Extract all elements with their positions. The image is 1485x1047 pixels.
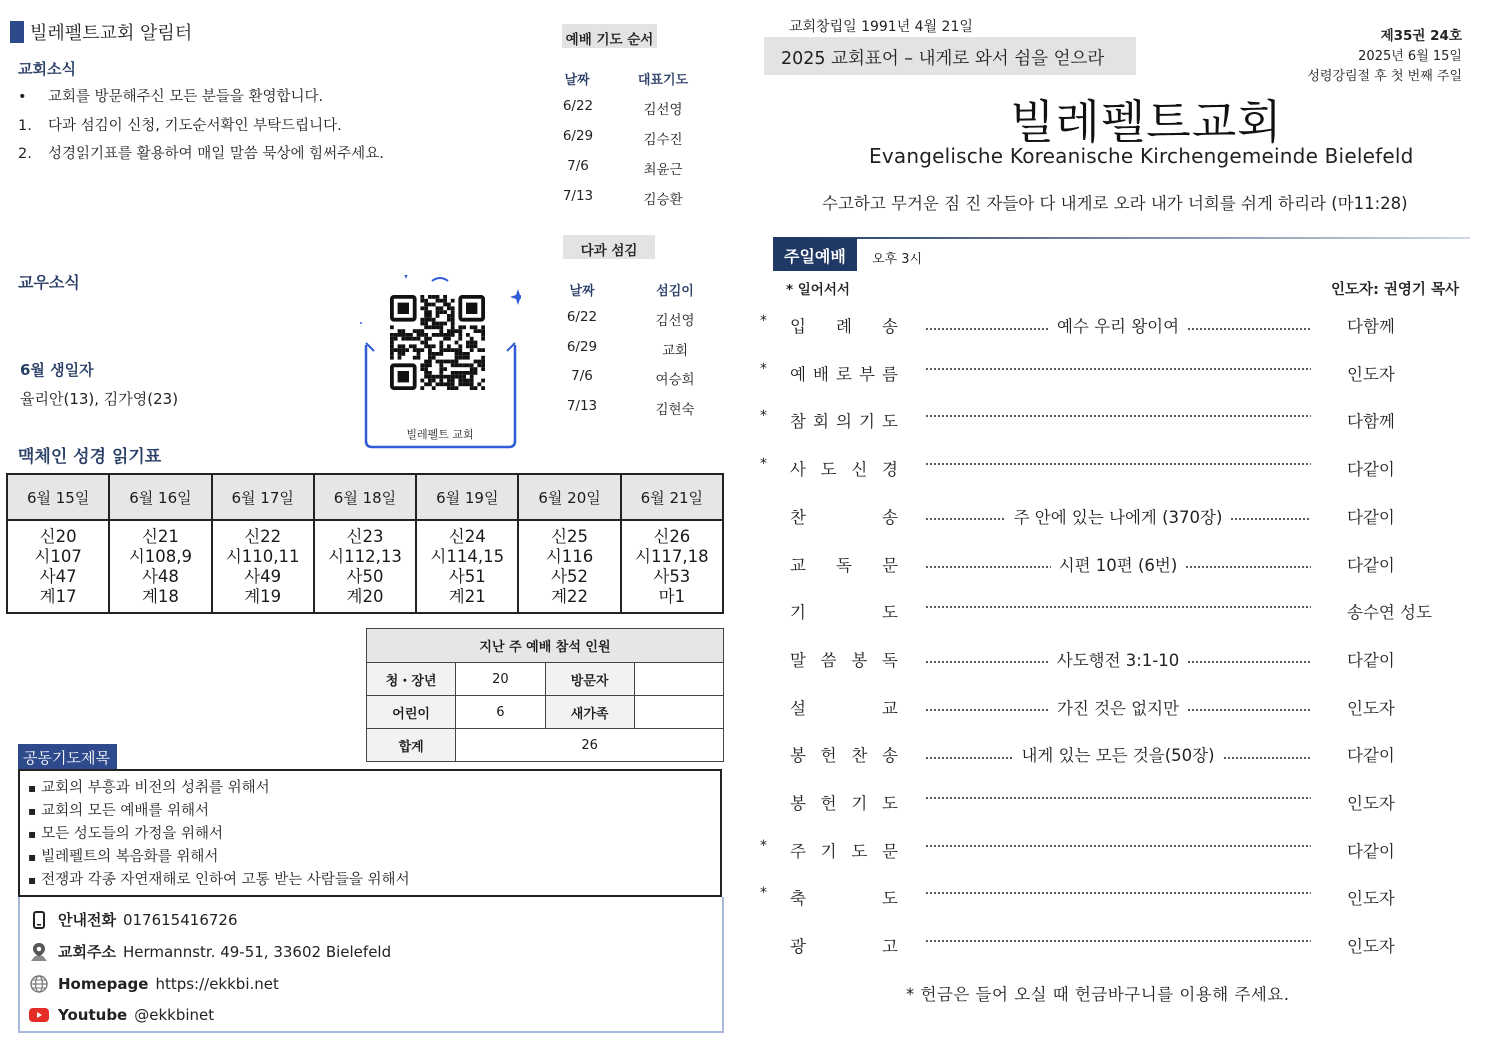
dot-fill [925,368,1311,370]
dot-fill [925,518,1006,520]
reading-passage: 시112,13 [328,547,402,566]
reading-day-header: 6월 18일 [314,474,416,520]
reading-passage: 계19 [244,587,282,606]
dot-fill [925,463,1311,465]
order-item-char: 예 [790,364,806,384]
order-item-char: 례 [836,317,852,336]
order-item-detail: 내게 있는 모든 것을(50장) [1021,746,1215,766]
dot-leader [925,885,1311,894]
qr-caption: 빌레펠트 교회 [406,428,474,441]
worship-divider [773,237,1470,239]
contact-phone-row[interactable] [28,909,238,930]
order-item-char: 송 [882,746,898,766]
order-item-name [790,742,898,766]
reading-passage: 시116 [545,547,594,566]
dot-leader [925,552,1311,576]
refreshment-name: 교회 [661,342,689,359]
dot-fill [1187,709,1311,711]
bulletin-title: 빌레펠트교회 알림터 [30,23,193,44]
dot-leader [925,313,1311,337]
order-item [760,885,1460,909]
attendance-total-label: 합계 [367,729,456,762]
issue-date: 2025년 6월 15일 [1358,49,1462,64]
order-item-char: 기 [790,603,806,623]
standing-marker: * [760,313,767,329]
globe-icon [28,974,50,994]
order-item [760,838,1460,862]
prayer-order-date: 6/22 [562,98,594,114]
dot-fill [925,709,1049,711]
prayer-order-date: 7/6 [567,158,589,174]
order-item-char: 도 [851,841,868,861]
order-item [760,552,1460,576]
order-item-char: 기 [859,412,875,432]
location-pin-icon [28,942,50,962]
reading-day-header: 6월 17일 [212,474,314,520]
dot-leader [925,504,1311,528]
order-item-char: 경 [882,460,898,480]
order-item-performer: 다함께 [1347,317,1395,336]
reading-day-cell [212,520,314,613]
bible-verse: 수고하고 무거운 짐 진 자들아 다 내게로 오라 내가 너희를 쉬게 하리라 (마11:28) [822,194,1408,213]
refreshment-name: 김선영 [655,313,695,329]
order-item-char: 송 [882,317,898,336]
phone-icon [28,910,50,930]
reading-passage: 시108,9 [128,547,193,566]
order-item-char: 입 [790,317,806,336]
standing-marker: * [760,837,767,854]
order-item-char: 부 [859,364,875,384]
birthday-names: 율리안(13), 김가영(23) [20,390,179,408]
church-name-german: Evangelische Koreanische Kirchengemeinde Bielefeld [869,144,1414,168]
reading-day-header: 6월 19일 [416,474,518,520]
reading-passage: 신26 [653,527,691,546]
prayer-topic-item: ▪ 전쟁과 각종 자연재해로 인하여 고통 받는 사람들을 위해서 [28,869,720,892]
order-item-char: 고 [882,937,898,957]
reading-passage: 시117,18 [635,547,709,566]
contact-address-value: Hermannstr. 49-51, 33602 Bielefeld [122,942,392,961]
refreshment-date: 6/22 [566,309,598,325]
order-item-performer: 다같이 [1347,746,1395,766]
order-item-char: 기 [820,841,837,861]
offering-note: * 헌금은 들어 오실 때 헌금바구니를 이용해 주세요. [906,985,1290,1004]
dot-leader [925,838,1311,847]
reading-passage: 신24 [448,527,486,546]
prayer-order-person-header: 대표기도 [637,73,689,88]
prayer-order-date-header: 날짜 [564,73,590,88]
order-item-char: 독 [836,555,852,575]
dot-fill [925,566,1051,568]
reading-passage: 사49 [244,567,282,586]
order-item-name [790,885,898,909]
prayer-topic-item: ▪ 모든 성도들의 가정을 위해서 [28,823,720,846]
dot-leader [925,647,1311,671]
order-item-char: 회 [813,412,829,432]
dot-leader [925,361,1311,370]
order-item-name [790,790,898,814]
attendance-kids-label: 어린이 [367,696,456,729]
dot-fill [1223,757,1311,759]
order-item-performer: 인도자 [1347,794,1395,813]
reading-day-header: 6월 20일 [518,474,620,520]
prayer-order-date: 7/13 [562,188,594,204]
worship-time: 오후 3시 [872,252,923,267]
order-item-detail: 가진 것은 없지만 [1056,698,1180,718]
order-item-char: 신 [851,460,868,480]
order-item-char: 광 [790,937,806,957]
order-item [760,790,1460,814]
contact-phone-label: 안내전화 [58,911,116,929]
prayer-order-title: 예배 기도 순서 [562,24,657,48]
standing-marker: * [760,360,767,377]
prayer-order-name: 최윤근 [643,162,683,178]
order-item [760,313,1460,337]
order-item-char: 찬 [851,746,868,766]
qr-code-frame[interactable] [360,275,521,451]
contact-homepage-label: Homepage [58,975,149,993]
reading-plan-table [6,473,724,614]
prayer-topic-item: ▪ 교회의 모든 예배를 위해서 [28,800,720,823]
order-item [760,695,1460,719]
reading-passage: 계22 [551,587,589,606]
reading-day-header: 6월 16일 [109,474,211,520]
contact-box [18,897,724,1033]
issue-volume: 제35권 24호 [1380,28,1462,44]
order-item-char: 름 [882,364,898,384]
order-item-performer: 다함께 [1347,412,1395,432]
dot-leader [925,790,1311,799]
attendance-newfamily-value [634,696,723,729]
order-item-name [790,647,898,671]
reading-passage: 시114,15 [430,547,505,566]
reading-passage: 계18 [141,587,179,606]
reading-passage: 시110,11 [225,547,300,566]
contact-homepage-row[interactable] [28,974,279,994]
contact-address-row [28,941,391,962]
order-item [760,456,1460,480]
attendance-kids-value: 6 [456,696,545,729]
dot-fill [925,797,1311,799]
order-item-performer: 다같이 [1347,841,1395,861]
attendance-youth-label: 청・장년 [367,663,456,696]
order-item-detail: 사도행전 3:1-10 [1056,650,1180,670]
refreshment-date: 7/13 [566,398,598,415]
news-item: • 교회를 방문해주신 모든 분들을 환영합니다. [18,89,324,105]
reading-passage: 마1 [658,587,686,606]
common-prayer-list [28,777,720,892]
refreshment-title: 다과 섬김 [563,235,655,259]
reading-passage: 계20 [346,587,384,606]
refreshment-date-header: 날짜 [569,284,595,299]
order-item-name [790,695,898,719]
order-item-char: 주 [790,841,806,861]
reading-plan-title: 맥체인 성경 읽기표 [18,447,162,467]
order-item-char: 말 [790,650,806,670]
brand-bar [10,21,24,43]
worship-leader: 인도자: 권영기 목사 [1331,282,1459,298]
attendance-visitor-label: 방문자 [545,663,634,696]
dot-fill [925,940,1311,942]
standing-marker: * [760,885,767,902]
reading-passage: 사47 [39,567,77,586]
order-item-char: 도 [882,412,898,432]
refreshment-person-header: 섬김이 [656,284,694,299]
reading-passage: 신20 [39,527,77,546]
order-item-char: 기 [851,794,868,813]
contact-youtube-handle[interactable]: @ekkbinet [134,1006,215,1024]
attendance-youth-value: 20 [456,663,545,696]
order-item-char: 도 [882,794,898,813]
order-item-name [790,361,898,385]
order-item [760,599,1460,623]
contact-homepage-link[interactable]: https://ekkbi.net [155,975,279,993]
order-item-char: 설 [790,698,806,718]
dot-fill [1187,661,1311,663]
order-item-performer: 인도자 [1347,937,1395,957]
order-item-performer: 다같이 [1347,555,1395,575]
dot-fill [1185,566,1311,568]
order-item-char: 교 [790,555,806,575]
stand-note: * 일어서서 [786,282,850,298]
order-item [760,504,1460,528]
common-prayer-box [18,769,722,897]
order-item-detail: 주 안에 있는 나에게 (370장) [1013,507,1223,527]
reading-day-cell [518,520,620,613]
reading-day-cell [416,520,518,613]
standing-marker: * [760,408,767,425]
prayer-order-date: 6/29 [562,128,594,144]
birthday-heading: 6월 생일자 [20,361,94,379]
order-item-char: 배 [813,364,829,384]
prayer-topic-item: ▪ 빌레펠트의 복음화를 위해서 [28,846,720,869]
order-item-name [790,599,898,623]
order-item-char: 찬 [790,507,806,527]
order-item-performer: 인도자 [1347,889,1395,909]
founding-date: 교회창립일 1991년 4월 21일 [789,19,973,35]
order-item-char: 씀 [820,650,837,670]
order-item-performer: 인도자 [1347,364,1395,384]
dot-fill [925,606,1311,608]
reading-day-cell [7,520,109,613]
order-item-char: 교 [882,698,898,718]
prayer-topic-item: ▪ 교회의 부흥과 비전의 성취를 위해서 [28,777,720,800]
prayer-order-name: 김선영 [643,102,683,118]
order-item-name [790,933,898,957]
attendance-table [366,628,724,762]
order-item-char: 참 [790,412,806,432]
reading-passage: 사52 [551,567,589,586]
order-item [760,647,1460,671]
contact-youtube-row[interactable] [28,1005,214,1025]
dot-fill [925,661,1049,663]
dot-fill [925,757,1013,759]
reading-day-cell [109,520,211,613]
reading-passage: 사51 [448,567,486,586]
dot-fill [925,415,1311,417]
order-item-char: 도 [882,603,898,623]
contact-phone-value[interactable]: 017615416726 [122,910,238,929]
reading-day-cell [621,520,723,613]
reading-passage: 사48 [141,567,179,586]
order-item-name [790,456,898,480]
order-item-detail: 예수 우리 왕이여 [1056,317,1180,336]
contact-youtube-label: Youtube [58,1006,128,1024]
dot-leader [925,933,1311,942]
refreshment-name: 여승희 [655,372,695,389]
attendance-total-value: 26 [456,729,724,762]
refreshment-date: 6/29 [566,338,598,355]
prayer-order-name: 김승환 [643,192,683,208]
liturgical-season: 성령강림절 후 첫 번째 주일 [1307,69,1462,84]
youtube-icon [28,1005,50,1025]
prayer-order-name: 김수진 [643,132,683,148]
order-item-char: 봉 [790,794,806,813]
dot-leader [925,408,1311,417]
church-news-heading: 교회소식 [18,60,76,78]
dot-fill [1187,328,1311,330]
order-item-char: 사 [790,460,806,480]
order-item-name [790,504,898,528]
order-item-char: 독 [882,650,898,670]
order-item-char: 도 [820,460,837,480]
dot-fill [925,845,1311,847]
order-item [760,933,1460,957]
order-item [760,742,1460,766]
reading-passage: 신25 [551,527,589,546]
order-item-char: 도 [882,889,898,909]
reading-passage: 신23 [346,527,384,546]
church-name-korean: 빌레펠트교회 [1010,95,1283,149]
reading-passage: 신22 [244,527,282,546]
order-item-name [790,408,898,432]
order-item-name [790,552,898,576]
order-item-performer: 다같이 [1347,650,1395,670]
refreshment-name: 김현숙 [655,402,695,419]
order-item-name [790,838,898,862]
reading-passage: 사53 [653,567,691,586]
standing-marker: * [760,456,767,473]
attendance-visitor-value [634,663,723,696]
dot-fill [925,328,1049,330]
order-item-performer: 송수연 성도 [1347,603,1432,623]
worship-tab: 주일예배 [773,238,857,271]
attendance-title: 지난 주 예배 참석 인원 [367,629,724,663]
order-item-char: 의 [836,412,852,432]
reading-passage: 사50 [346,567,384,586]
dot-leader [925,456,1311,465]
order-item [760,361,1460,385]
dot-leader [925,742,1311,766]
news-item: 2. 성경읽기표를 활용하여 매일 말씀 묵상에 힘써주세요. [18,146,384,162]
church-motto: 2025 교회표어 – 내게로 와서 쉼을 얻으라 [764,37,1136,75]
order-item-char: 헌 [820,794,837,813]
reading-day-header: 6월 15일 [7,474,109,520]
contact-address-label: 교회주소 [58,943,116,961]
reading-passage: 계21 [448,587,486,606]
common-prayer-tab: 공동기도제목 [18,744,117,769]
order-item-char: 축 [790,889,806,909]
reading-passage: 계17 [39,587,77,606]
order-item-char: 봉 [851,650,868,670]
dot-fill [1230,518,1311,520]
order-item-name [790,313,898,337]
reading-passage: 시107 [34,547,82,566]
order-item-performer: 인도자 [1347,698,1395,718]
reading-day-header: 6월 21일 [621,474,723,520]
order-item-performer: 다같이 [1347,507,1395,527]
qr-code-icon [390,295,485,390]
dot-leader [925,599,1311,608]
order-item-char: 송 [882,507,898,527]
order-item-char: 봉 [790,746,806,766]
dot-fill [925,892,1311,894]
refreshment-date: 7/6 [571,368,593,385]
news-item: 1. 다과 섬김이 신청, 기도순서확인 부탁드립니다. [18,118,342,134]
order-item-char: 문 [882,841,898,861]
dot-leader [925,695,1311,719]
order-item-performer: 다같이 [1347,460,1395,480]
reading-passage: 신21 [141,527,179,546]
attendance-newfamily-label: 새가족 [545,696,634,729]
order-item-char: 헌 [820,746,837,766]
order-item [760,408,1460,432]
members-news-heading: 교우소식 [18,273,80,292]
order-item-char: 문 [882,555,898,575]
order-item-char: 로 [836,364,852,384]
reading-day-cell [314,520,416,613]
order-item-detail: 시편 10편 (6번) [1058,555,1178,575]
